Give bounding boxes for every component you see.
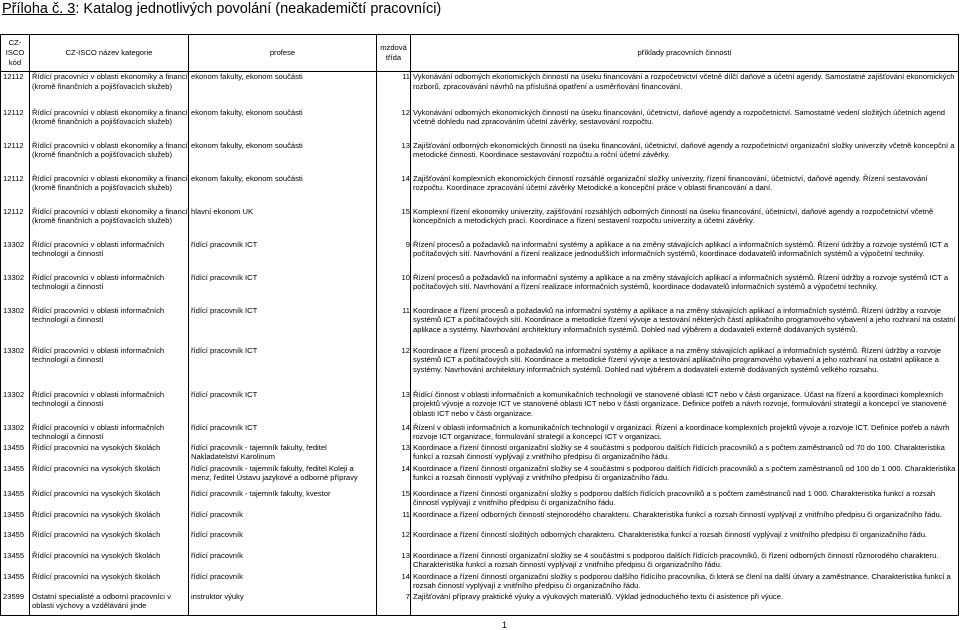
- profession-cell: ekonom fakulty, ekonom součásti: [189, 72, 377, 108]
- table-row: [1, 489, 959, 510]
- isco-code-cell: 13302: [1, 423, 30, 443]
- header-category: CZ-ISCO název kategorie: [30, 35, 189, 72]
- table-row: [1, 592, 959, 616]
- isco-code-cell: 13302: [1, 273, 30, 306]
- category-cell: Řídící pracovníci na vysokých školách: [30, 572, 189, 592]
- profession-cell: řídící pracovník - tajemník fakulty, ředitel Koleji a menz, ředitel Ústavu jazykové a odborné přípravy: [189, 464, 377, 489]
- isco-code-cell: 23599: [1, 592, 30, 616]
- work-examples-cell: Řízení procesů a požadavků na informační systémy a aplikace a na změny stávajících aplikací a informačních systémů. Řízení údržby a rozvoje systémů ICT a počítačových sítí. Navrhování a řízení realizace jednodušších informačních systémů, koordinace dodavatelů informačních systémů a výpočetní techniky.: [411, 240, 959, 273]
- table-row: [1, 346, 959, 390]
- isco-code-cell: 13302: [1, 306, 30, 346]
- work-examples-cell: Koordinace a řízení činností organizační složky se 4 součástmi s podporou dalších řídících pracovníků, či řízení odborných činností různorodého charakteru. Charakteristika funkcí a rozsah činností vyplývají z vnitřního předpisu či organizačního řádu.: [411, 551, 959, 572]
- category-cell: Řídící pracovníci v oblasti informačních technologií a činností: [30, 423, 189, 443]
- work-examples-cell: Vykonávání odborných ekonomických činností na úseku financování, účetnictví, daňové agendy a rozpočetnictví. Samostatné vedení složitých účetních agend včetně dohledu nad zpracováním účetní závěrky, sestavování rozpočtu.: [411, 108, 959, 141]
- table-row: [1, 572, 959, 592]
- table-row: [1, 464, 959, 489]
- table-row: [1, 273, 959, 306]
- work-examples-cell: Řízení procesů a požadavků na informační systémy a aplikace a na změny stávajících aplikací a informačních systémů. Řízení údržby a rozvoje systémů ICT a počítačových sítí. Navrhování a řízení realizace informačních systémů, koordinace dodavatelů informačních systémů a výpočetní techniky.: [411, 273, 959, 306]
- work-examples-cell: Vykonávání odborných ekonomických činností na úseku financování a rozpočetnictví včetně dílčí daňové a účetní agendy. Samostatné zajišťování ekonomických rozborů, zpracovávání návrhů na příslušná opatření a usměrňování financování.: [411, 72, 959, 108]
- salary-grade-cell: 12: [377, 346, 411, 390]
- salary-grade-cell: 15: [377, 489, 411, 510]
- category-cell: Řídící pracovníci na vysokých školách: [30, 489, 189, 510]
- salary-grade-cell: 14: [377, 174, 411, 207]
- isco-code-cell: 13455: [1, 443, 30, 464]
- salary-grade-cell: 11: [377, 510, 411, 530]
- isco-code-cell: 13302: [1, 390, 30, 423]
- category-cell: Řídící pracovníci v oblasti informačních technologií a činností: [30, 346, 189, 390]
- salary-grade-cell: 7: [377, 592, 411, 616]
- header-grade: mzdová třída: [377, 35, 411, 72]
- category-cell: Řídící pracovníci v oblasti ekonomiky a financí (kromě finančních a pojišťovacích služeb): [30, 108, 189, 141]
- profession-cell: řídící pracovník: [189, 530, 377, 551]
- salary-grade-cell: 11: [377, 72, 411, 108]
- salary-grade-cell: 9: [377, 240, 411, 273]
- isco-code-cell: 13455: [1, 530, 30, 551]
- category-cell: Řídící pracovníci v oblasti ekonomiky a financí (kromě finančních a pojišťovacích služeb): [30, 72, 189, 108]
- table-row: [1, 141, 959, 174]
- work-examples-cell: Zajišťování komplexních ekonomických činností rozsáhlé organizační složky univerzity, řízení financování, účetnictví, daňové agendy. Řízení sestavování rozpočtu. Koordinace zpracování účetní závěrky Metodické a koncepční práce v oblasti financování a daní.: [411, 174, 959, 207]
- isco-code-cell: 13455: [1, 464, 30, 489]
- salary-grade-cell: 14: [377, 464, 411, 489]
- isco-code-cell: 12112: [1, 174, 30, 207]
- profession-cell: řídící pracovník - tajemník fakulty, ředitel Nakladatelství Karolinum: [189, 443, 377, 464]
- profession-cell: řídící pracovník ICT: [189, 306, 377, 346]
- category-cell: Řídící pracovníci v oblasti informačních technologií a činností: [30, 306, 189, 346]
- profession-cell: ekonom fakulty, ekonom součásti: [189, 108, 377, 141]
- isco-code-cell: 12112: [1, 72, 30, 108]
- salary-grade-cell: 14: [377, 423, 411, 443]
- page-title: [2, 0, 441, 18]
- work-examples-cell: Koordinace a řízení činností složitých odborných charakteru. Charakteristika funkcí a rozsah činností vyplývají z vnitřního předpisu či organizačního řádu.: [411, 530, 959, 551]
- category-cell: Řídící pracovníci v oblasti ekonomiky a financí (kromě finančních a pojišťovacích služeb): [30, 207, 189, 240]
- work-examples-cell: Koordinace a řízení činností organizační složky se 4 součástmi s podporou dalších řídících pracovníků a s počtem zaměstnanců od 100 do 1 000. Charakteristika funkcí a rozsah činností vyplývají z vnitřního předpisu či organizačního řádu.: [411, 464, 959, 489]
- header-code: CZ-ISCO kód: [1, 35, 30, 72]
- profession-catalog-table: [0, 34, 959, 616]
- isco-code-cell: 13455: [1, 489, 30, 510]
- isco-code-cell: 13302: [1, 240, 30, 273]
- work-examples-cell: Koordinace a řízení procesů a požadavků na informační systémy a aplikace a na změny stávajících aplikací a informačních systémů. Řízení údržby a rozvoje systémů ICT a počítačových sítí. Koordinace a metodické řízení vývoje a testování aplikačního programového vybavení a jeho rozhraní na ostatní aplikace a systémy. Navrhování architektury informačních systémů. Dohled nad výběrem a dodavateli externě dodávaných systémů velkého rozsahu.: [411, 346, 959, 390]
- salary-grade-cell: 13: [377, 551, 411, 572]
- table-row: [1, 443, 959, 464]
- title-text: : Katalog jednotlivých povolání (neakademičtí pracovníci): [75, 1, 442, 17]
- profession-cell: řídící pracovník ICT: [189, 240, 377, 273]
- work-examples-cell: Řízení v oblasti informačních a komunikačních technologií v organizaci. Řízení a koordinace komplexních projektů vývoje a rozvoje ICT. Definice potřeb a návrh rozvoje ICT organizace, formulování strategií a koncepcí ICT v organizaci.: [411, 423, 959, 443]
- profession-cell: řídící pracovník - tajemník fakulty, kvestor: [189, 489, 377, 510]
- work-examples-cell: Řídící činnost v oblasti informačních a komunikačních technologií ve stanovené oblasti ICT nebo v části organizace. Účast na řízení a koordinaci komplexních projektů vývoje a rozvoje ICT ve stanovené oblasti ICT nebo v části organizace. Definice potřeb a návrh rozvoje, formulování strategií a koncepcí ve stanovené oblasti ICT nebo v části organizace.: [411, 390, 959, 423]
- isco-code-cell: 13455: [1, 510, 30, 530]
- isco-code-cell: 13455: [1, 572, 30, 592]
- profession-cell: ekonom fakulty, ekonom součásti: [189, 141, 377, 174]
- work-examples-cell: Komplexní řízení ekonomiky univerzity, zajišťování rozsáhlých odborných činností na úseku financování, účetnictví, daňové agendy a rozpočetnictví včetně koncepčních a metodických prací. Koordinace a řízení sestavení rozpočtu univerzity a účetní závěrky.: [411, 207, 959, 240]
- isco-code-cell: 12112: [1, 108, 30, 141]
- isco-code-cell: 12112: [1, 141, 30, 174]
- profession-cell: řídící pracovník ICT: [189, 390, 377, 423]
- profession-cell: řídící pracovník ICT: [189, 346, 377, 390]
- isco-code-cell: 12112: [1, 207, 30, 240]
- table-row: [1, 551, 959, 572]
- profession-cell: řídící pracovník: [189, 510, 377, 530]
- work-examples-cell: Koordinace a řízení procesů a požadavků na informační systémy a aplikace a na změny stávajících aplikací a informačních systémů. Řízení údržby a rozvoje systémů ICT a počítačových sítí. Koordinace a metodické řízení vývoje a testování některých částí aplikačního programového vybavení a jeho rozhraní na ostatní aplikace a systémy. Navrhování architektury informačních systémů. Dohled nad výběrem a dodavateli externě dodávaných systémů.: [411, 306, 959, 346]
- title-annex-label: Příloha č. 3: [2, 1, 76, 17]
- salary-grade-cell: 13: [377, 141, 411, 174]
- page-number: 1: [502, 620, 508, 630]
- salary-grade-cell: 15: [377, 207, 411, 240]
- work-examples-cell: Zajišťování odborných ekonomických činností na úseku financování, účetnictví, daňové agendy a rozpočetnictví organizační složky univerzity včetně koncepční a metodické činnosti. Koordinace sestavování rozpočtu a roční účetní závěrky.: [411, 141, 959, 174]
- profession-cell: ekonom fakulty, ekonom součásti: [189, 174, 377, 207]
- profession-cell: řídící pracovník: [189, 572, 377, 592]
- table-row: [1, 530, 959, 551]
- work-examples-cell: Koordinace a řízení činností organizační složky s podporou dalších řídících pracovníků a s počtem zaměstnanců nad 1 000. Charakteristika funkcí a rozsah činností vyplývají z vnitřního předpisu či organizačního řádu.: [411, 489, 959, 510]
- profession-cell: řídící pracovník ICT: [189, 273, 377, 306]
- category-cell: Ostatní specialisté a odborní pracovníci v oblasti výchovy a vzdělávání jinde: [30, 592, 189, 616]
- profession-cell: instruktor výuky: [189, 592, 377, 616]
- category-cell: Řídící pracovníci na vysokých školách: [30, 443, 189, 464]
- salary-grade-cell: 13: [377, 390, 411, 423]
- work-examples-cell: Koordinace a řízení odborných činností stejnorodého charakteru. Charakteristika funkcí a rozsah činností vyplývají z vnitřního předpisu či organizačního řádu.: [411, 510, 959, 530]
- salary-grade-cell: 13: [377, 443, 411, 464]
- table-row: [1, 306, 959, 346]
- salary-grade-cell: 10: [377, 273, 411, 306]
- work-examples-cell: Koordinace a řízení činností organizační složky se 4 součástmi s podporou dalších řídících pracovníků a s počtem zaměstnanců od 70 do 100. Charakteristika funkcí a rozsah činností vyplývají z vnitřního předpisu či organizačního řádu.: [411, 443, 959, 464]
- table-row: [1, 240, 959, 273]
- category-cell: Řídící pracovníci na vysokých školách: [30, 530, 189, 551]
- category-cell: Řídící pracovníci v oblasti ekonomiky a financí (kromě finančních a pojišťovacích služeb): [30, 174, 189, 207]
- profession-cell: řídící pracovník ICT: [189, 423, 377, 443]
- profession-cell: řídící pracovník: [189, 551, 377, 572]
- table-row: [1, 390, 959, 423]
- category-cell: Řídící pracovníci na vysokých školách: [30, 551, 189, 572]
- category-cell: Řídící pracovníci v oblasti informačních technologií a činností: [30, 273, 189, 306]
- table-row: [1, 174, 959, 207]
- work-examples-cell: Koordinace a řízení činností organizační složky s podporou dalšího řídícího pracovníka, či která se člení na další útvary a zaměstnance. Charakteristika funkcí a rozsah činností vyplývají z vnitřního předpisu či organizačního řádu.: [411, 572, 959, 592]
- table-row: [1, 510, 959, 530]
- header-profession: profese: [189, 35, 377, 72]
- category-cell: Řídící pracovníci na vysokých školách: [30, 510, 189, 530]
- table-row: [1, 72, 959, 108]
- isco-code-cell: 13302: [1, 346, 30, 390]
- category-cell: Řídící pracovníci na vysokých školách: [30, 464, 189, 489]
- category-cell: Řídící pracovníci v oblasti informačních technologií a činností: [30, 390, 189, 423]
- table-row: [1, 423, 959, 443]
- isco-code-cell: 13455: [1, 551, 30, 572]
- salary-grade-cell: 12: [377, 530, 411, 551]
- table-body: [1, 72, 959, 616]
- salary-grade-cell: 14: [377, 572, 411, 592]
- table-row: [1, 207, 959, 240]
- salary-grade-cell: 12: [377, 108, 411, 141]
- header-examples: příklady pracovních činností: [411, 35, 959, 72]
- salary-grade-cell: 11: [377, 306, 411, 346]
- table-header-row: [1, 35, 959, 72]
- table-row: [1, 108, 959, 141]
- profession-cell: hlavní ekonom UK: [189, 207, 377, 240]
- work-examples-cell: Zajišťování přípravy praktické výuky a výukových materiálů. Výklad jednoduchého textu či asistence při výuce.: [411, 592, 959, 616]
- category-cell: Řídící pracovníci v oblasti ekonomiky a financí (kromě finančních a pojišťovacích služeb): [30, 141, 189, 174]
- category-cell: Řídící pracovníci v oblasti informačních technologií a činností: [30, 240, 189, 273]
